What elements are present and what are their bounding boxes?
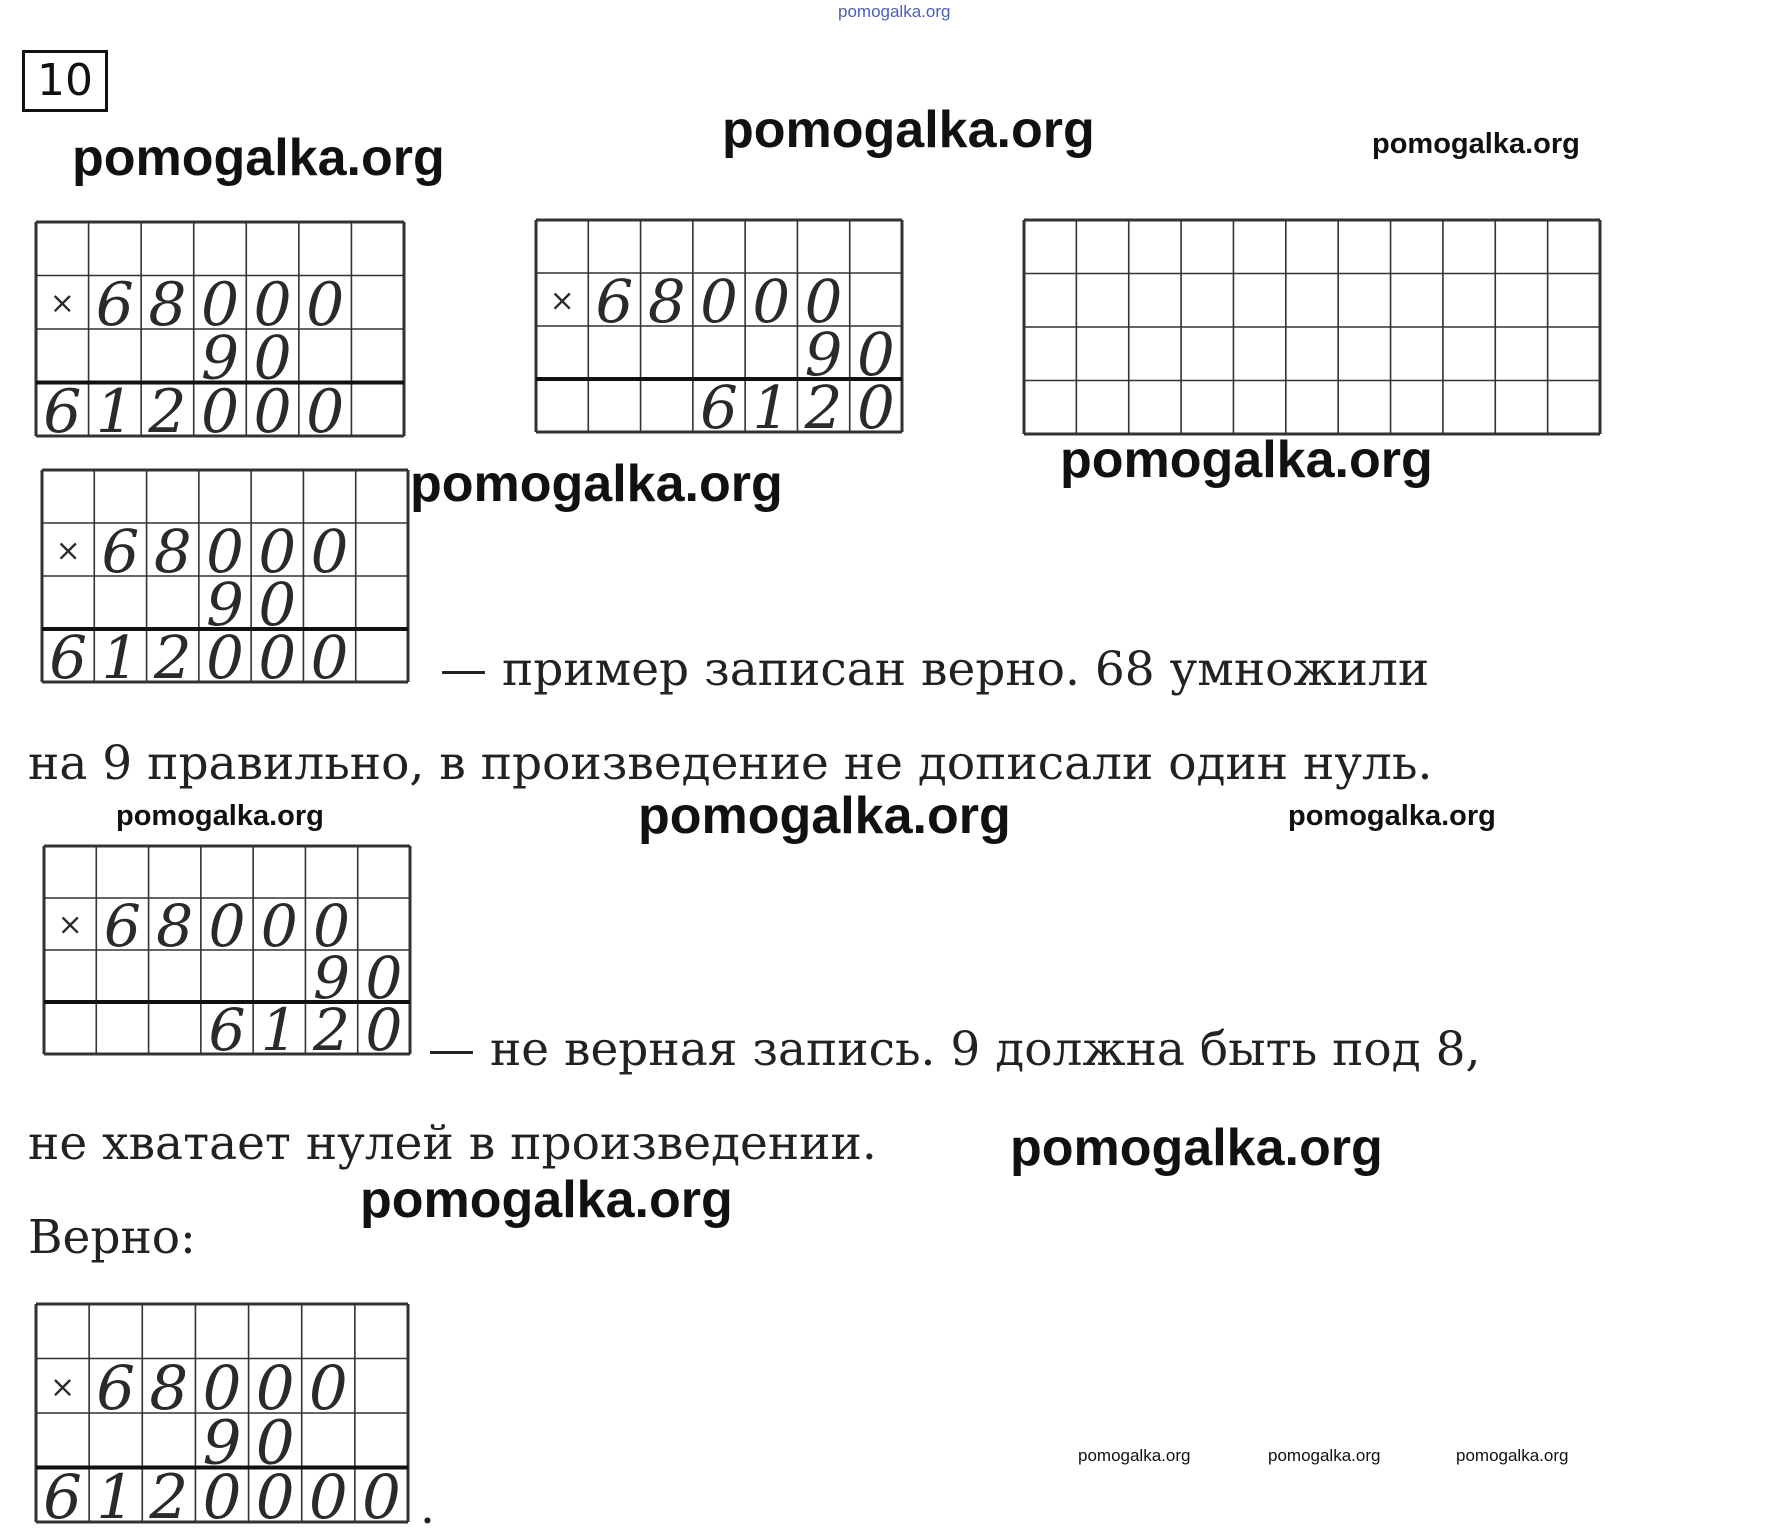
grid-svg: [534, 218, 904, 434]
multiplication-grid: [42, 844, 412, 1056]
watermark: pomogalka.org: [1456, 1446, 1569, 1465]
grid-digit: 0: [306, 270, 345, 340]
grid-digit: 6: [595, 267, 634, 336]
grid-digit: 0: [308, 1462, 348, 1524]
multiplication-grid: [40, 468, 410, 684]
grid-digit: 0: [258, 570, 297, 639]
grid-digit: 0: [306, 377, 345, 438]
grid-digit: 1: [96, 1462, 136, 1524]
multiply-sign: ×: [549, 283, 575, 319]
grid-digit: 0: [253, 323, 292, 394]
grid-digit: 8: [149, 1353, 189, 1424]
task-number: 10: [22, 50, 108, 112]
text-line: — пример записан верно. 68 умножили: [440, 642, 1430, 697]
grid-digit: 0: [255, 1407, 295, 1479]
multiplication-grid: [534, 218, 904, 434]
text-line: — не верная запись. 9 должна быть под 8,: [428, 1022, 1481, 1077]
grid-digit: 0: [310, 517, 349, 586]
grid-digit: 0: [206, 517, 244, 586]
multiply-sign: ×: [50, 1370, 76, 1406]
text-line: не хватает нулей в произведении.: [28, 1116, 877, 1171]
grid-digit: 0: [258, 623, 297, 684]
grid-digit: 0: [206, 623, 244, 684]
watermark: pomogalka.org: [1010, 1119, 1383, 1177]
watermark: pomogalka.org: [1060, 431, 1433, 489]
grid-digit: 0: [313, 892, 351, 960]
watermark: pomogalka.org: [1078, 1446, 1191, 1465]
watermark-top: pomogalka.org: [838, 2, 951, 21]
watermark: pomogalka.org: [72, 129, 445, 187]
grid-digit: 0: [255, 1462, 295, 1524]
watermark: pomogalka.org: [638, 787, 1011, 845]
grid-svg: [42, 844, 412, 1056]
watermark: pomogalka.org: [1288, 800, 1496, 832]
grid-digit: 0: [310, 623, 349, 684]
grid-digit: 9: [313, 944, 351, 1012]
grid-digit: 0: [260, 892, 298, 960]
watermark: pomogalka.org: [722, 101, 1095, 159]
grid-digit: 0: [308, 1353, 348, 1424]
grid-digit: 6: [43, 377, 82, 438]
grid-digit: 0: [208, 892, 246, 960]
grid-digit: 0: [202, 1353, 242, 1424]
grid-svg: [34, 220, 406, 438]
grid-digit: 6: [101, 517, 140, 586]
watermark: pomogalka.org: [1268, 1446, 1381, 1465]
multiply-sign: ×: [49, 286, 75, 322]
grid-digit: 2: [148, 377, 187, 438]
watermark: pomogalka.org: [410, 455, 783, 513]
grid-digit: 0: [365, 996, 403, 1056]
grid-digit: 6: [95, 270, 134, 340]
grid-digit: 0: [258, 517, 297, 586]
multiplication-grid: [34, 220, 406, 438]
grid-digit: 0: [202, 1462, 242, 1524]
grid-svg: [34, 1302, 410, 1524]
text-line: на 9 правильно, в произведение не дописали один нуль.: [28, 736, 1433, 791]
empty-grid: [1022, 218, 1602, 436]
grid-digit: 2: [149, 1462, 189, 1524]
grid-digit: 9: [206, 570, 244, 639]
grid-digit: 6: [96, 1353, 136, 1424]
watermark: pomogalka.org: [360, 1171, 733, 1229]
grid-digit: 0: [752, 267, 791, 336]
watermark: pomogalka.org: [1372, 128, 1580, 160]
grid-digit: 6: [208, 996, 246, 1056]
grid-digit: 6: [103, 892, 141, 960]
grid-digit: 2: [804, 373, 843, 434]
grid-digit: 2: [313, 996, 351, 1056]
grid-digit: 8: [156, 892, 194, 960]
grid-digit: 6: [43, 1462, 82, 1524]
grid-digit: 0: [365, 944, 403, 1012]
grid-digit: 1: [95, 377, 134, 438]
grid-svg: [40, 468, 410, 684]
grid-digit: 0: [804, 267, 843, 336]
multiply-sign: ×: [55, 533, 81, 569]
grid-digit: 0: [253, 270, 292, 340]
grid-digit: 1: [752, 373, 791, 434]
grid-digit: 9: [804, 320, 843, 389]
grid-digit: 0: [856, 320, 895, 389]
grid-digit: 0: [856, 373, 895, 434]
grid-digit: 9: [202, 1407, 242, 1479]
grid-digit: 9: [200, 323, 240, 394]
grid-digit: 0: [200, 270, 240, 340]
grid-svg: [1022, 218, 1602, 436]
grid-digit: 2: [153, 623, 192, 684]
text-line: Верно:: [28, 1210, 196, 1265]
multiplication-grid: [34, 1302, 410, 1524]
watermark: pomogalka.org: [116, 800, 324, 832]
grid-digit: 0: [700, 267, 738, 336]
grid-digit: 0: [253, 377, 292, 438]
grid-digit: 6: [49, 623, 88, 684]
grid-digit: 1: [260, 996, 298, 1056]
final-dot: .: [420, 1480, 435, 1535]
grid-digit: 0: [362, 1462, 401, 1524]
grid-digit: 1: [101, 623, 140, 684]
grid-digit: 8: [148, 270, 187, 340]
grid-digit: 8: [647, 267, 686, 336]
multiply-sign: ×: [57, 907, 83, 943]
grid-digit: 6: [700, 373, 738, 434]
grid-digit: 8: [153, 517, 192, 586]
grid-digit: 0: [200, 377, 240, 438]
grid-digit: 0: [255, 1353, 295, 1424]
